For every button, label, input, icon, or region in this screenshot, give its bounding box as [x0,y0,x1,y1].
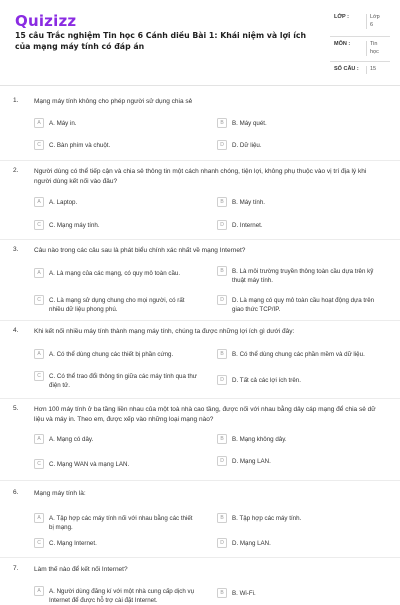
option-text: D. Mạng LAN. [232,458,271,465]
option-text: B. Có thể dùng chung các phần mềm và dữ liệu. [232,351,365,358]
option-letter-box[interactable]: D [217,295,227,305]
meta-count-value: 15 [366,66,382,74]
question-number: 1. [13,97,19,104]
worksheet-title: 15 câu Trắc nghiệm Tin học 6 Cánh diều Bài 1: Khái niệm và lợi ích của mạng máy tính có đáp án [15,31,307,51]
option-text: C. Bàn phím và chuột. [49,142,111,149]
option-text: A. Có thể dùng chung các thiết bị phần cứng. [49,351,174,358]
question-text: Hơn 100 máy tính ở ba tầng liền nhau của một toà nhà cao tầng, được nối với nhau bằng dây cáp mạng để chia sẻ dữ liệu và máy in. Theo em, được xếp vào những loại mạng nào? [34,406,376,423]
meta-grade-value: Lớp 6 [366,14,384,29]
option-letter-box[interactable]: A [34,513,44,523]
option-letter-box[interactable]: A [34,268,44,278]
meta-subject-label: MÔN : [334,41,351,47]
option-letter-box[interactable]: C [34,140,44,150]
option-letter-box[interactable]: C [34,459,44,469]
option-text: D. Internet. [232,222,263,229]
option-text: C. Mạng máy tính. [49,222,100,229]
option-text: A. Người dùng đăng kí với một nhà cung cấp dịch vụ Internet để được hỗ trợ cài đặt Internet. [49,588,195,604]
option-letter-box[interactable]: D [217,220,227,230]
question-text: Khi kết nối nhiều máy tính thành mạng máy tính, chúng ta được những lợi ích gì dưới đây: [34,328,295,335]
option-letter-box[interactable]: A [34,197,44,207]
option-letter-box[interactable]: B [217,434,227,444]
option-letter-box[interactable]: D [217,375,227,385]
question-number: 2. [13,167,19,174]
meta-grade-label: LỚP : [334,14,349,20]
worksheet-header [0,0,400,86]
option-text: A. Là mạng của các mạng, có quy mô toàn cầu. [49,270,181,277]
option-text: C. Có thể trao đổi thông tin giữa các máy tính qua thư điện tử. [49,373,197,389]
question-text: Mạng máy tính không cho phép người sử dụng chia sẻ [34,98,193,105]
option-text: C. Là mạng sử dụng chung cho mọi người, có rất nhiều dữ liệu phong phú. [49,297,185,313]
meta-count-label: SỐ CÂU : [334,66,359,72]
question-number: 6. [13,489,19,496]
option-text: A. Tập hợp các máy tính nối với nhau bằng các thiết bị mạng. [49,515,193,531]
option-letter-box[interactable]: B [217,588,227,598]
option-letter-box[interactable]: A [34,586,44,596]
question-text: Làm thế nào để kết nối Internet? [34,566,128,573]
option-text: A. Laptop. [49,199,78,206]
option-text: B. Máy tính. [232,199,266,206]
option-text: A. Máy in. [49,120,77,127]
question-text: Người dùng có thể tiếp cận và chia sẻ thông tin một cách nhanh chóng, tiện lợi, không phụ thuộc vào vị trí địa lý khi người dùng kết nối vào đâu? [34,168,367,185]
option-letter-box[interactable]: D [217,538,227,548]
option-letter-box[interactable]: B [217,118,227,128]
option-text: B. Là môi trường truyền thông toàn cầu dựa trên kỹ thuật máy tính. [232,268,374,284]
option-letter-box[interactable]: C [34,220,44,230]
question-number: 4. [13,327,19,334]
option-text: C. Mạng Internet. [49,540,97,547]
question-text: Mạng máy tính là: [34,490,86,497]
question-number: 3. [13,246,19,253]
option-letter-box[interactable]: C [34,371,44,381]
option-letter-box[interactable]: C [34,295,44,305]
option-text: B. Tập hợp các máy tính. [232,515,302,522]
option-text: D. Dữ liệu. [232,142,262,149]
quizizz-logo[interactable]: Quizizz [15,12,77,30]
option-letter-box[interactable]: C [34,538,44,548]
option-text: D. Tất cả các lợi ích trên. [232,377,301,384]
option-text: B. Mạng không dây. [232,436,287,443]
question-number: 7. [13,565,19,572]
meta-subject-value: Tin học [366,41,384,56]
option-letter-box[interactable]: A [34,349,44,359]
option-letter-box[interactable]: B [217,266,227,276]
option-letter-box[interactable]: A [34,118,44,128]
option-text: D. Mạng LAN. [232,540,271,547]
option-text: A. Mạng có dây. [49,436,94,443]
option-letter-box[interactable]: B [217,349,227,359]
option-letter-box[interactable]: A [34,434,44,444]
option-text: B. Wi-Fi. [232,590,256,597]
option-letter-box[interactable]: D [217,140,227,150]
option-letter-box[interactable]: D [217,456,227,466]
option-letter-box[interactable]: B [217,513,227,523]
option-text: B. Máy quét. [232,120,267,127]
question-text: Câu nào trong các câu sau là phát biểu chính xác nhất về mạng Internet? [34,247,246,254]
option-text: D. Là mạng có quy mô toàn cầu hoạt động dựa trên giao thức TCP/IP. [232,297,375,313]
option-text: C. Mạng WAN và mạng LAN. [49,461,130,468]
option-letter-box[interactable]: B [217,197,227,207]
question-number: 5. [13,405,19,412]
